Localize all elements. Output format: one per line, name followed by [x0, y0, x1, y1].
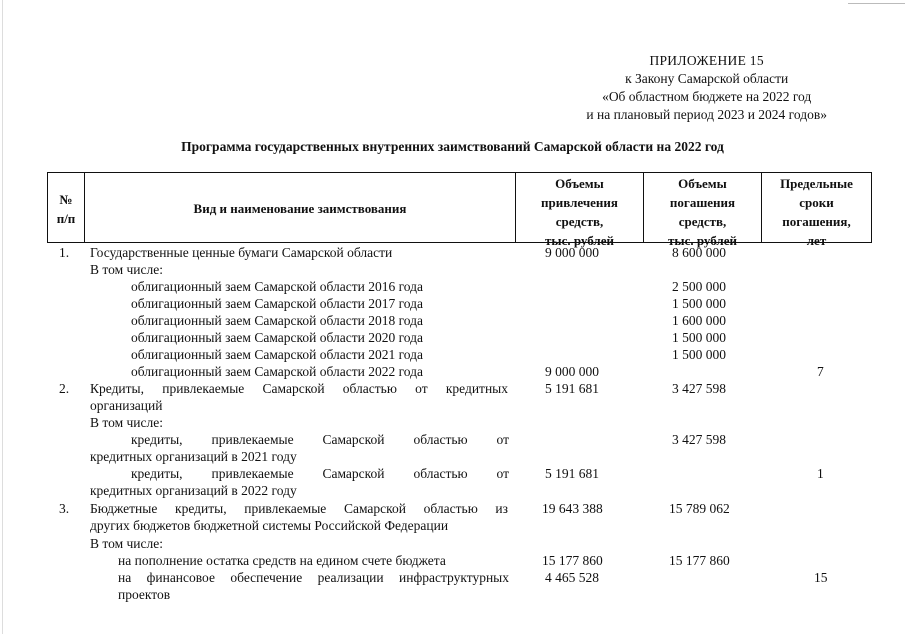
bond-2021-name: облигационный заем Самарской области 2021 года — [131, 347, 424, 362]
infra-projects-name-line1: на финансовое обеспечение реализации инфраструктурных — [118, 570, 509, 585]
header-repay-line1: Объемы — [678, 176, 727, 191]
row3-name-line1: Бюджетные кредиты, привлекаемые Самарской областью из — [90, 501, 508, 516]
bond-2022-attract: 9 000 000 — [545, 364, 599, 379]
row3-including-label: В том числе: — [90, 536, 163, 551]
budget-replenish-attract: 15 177 860 — [542, 553, 603, 568]
row3-name-line2: других бюджетов бюджетной системы Российской Федерации — [90, 518, 449, 533]
document-title: Программа государственных внутренних заимствований Самарской области на 2022 год — [181, 139, 724, 154]
table-border-right — [871, 172, 872, 243]
bond-2018-name: облигационный заем Самарской области 2018 года — [131, 313, 424, 328]
bond-2021-repay: 1 500 000 — [672, 347, 726, 362]
appendix-title: ПРИЛОЖЕНИЕ 15 — [649, 53, 764, 68]
credit-2021-name-line1: кредиты, привлекаемые Самарской областью от — [131, 432, 509, 447]
bond-2016-repay: 2 500 000 — [672, 279, 726, 294]
header-term-line3: погашения, — [782, 214, 851, 229]
row1-number: 1. — [59, 245, 70, 260]
credit-2022-attract: 5 191 681 — [545, 466, 599, 481]
bond-2022-term: 7 — [817, 364, 824, 379]
header-name-text: Вид и наименование заимствования — [193, 201, 407, 216]
bond-2022-name: облигационный заем Самарской области 2022 года — [131, 364, 424, 379]
scan-mark-top — [848, 3, 905, 4]
header-name — [85, 199, 515, 218]
row3-number: 3. — [59, 501, 70, 516]
appendix-law-name-line2: и на плановый период 2023 и 2024 годов» — [586, 107, 827, 122]
header-repay-line2: погашения — [669, 195, 736, 210]
infra-projects-term: 15 — [814, 570, 828, 585]
row2-repay: 3 427 598 — [672, 381, 726, 396]
budget-replenish-repay: 15 177 860 — [669, 553, 730, 568]
row2-name-line2: организаций — [90, 398, 163, 413]
header-repay — [644, 174, 761, 250]
infra-projects-attract: 4 465 528 — [545, 570, 599, 585]
budget-replenish-name: на пополнение остатка средств на едином счете бюджета — [118, 553, 446, 568]
row1-including-label: В том числе: — [90, 262, 163, 277]
header-repay-line3: средств, — [678, 214, 727, 229]
bond-2020-repay: 1 500 000 — [672, 330, 726, 345]
row2-attract: 5 191 681 — [545, 381, 599, 396]
header-term-line1: Предельные — [780, 176, 853, 191]
row1-repay: 8 600 000 — [672, 245, 726, 260]
header-attract-line2: привлечения — [541, 195, 618, 210]
bond-2017-repay: 1 500 000 — [672, 296, 726, 311]
header-attract-line1: Объемы — [555, 176, 604, 191]
row1-name: Государственные ценные бумаги Самарской области — [90, 245, 393, 260]
header-term — [762, 174, 871, 250]
header-number-line2: п/п — [56, 211, 76, 226]
scan-mark-left — [2, 0, 3, 634]
bond-2017-name: облигационный заем Самарской области 2017 года — [131, 296, 424, 311]
credit-2021-repay: 3 427 598 — [672, 432, 726, 447]
row2-including-label: В том числе: — [90, 415, 163, 430]
row2-number: 2. — [59, 381, 70, 396]
appendix-law-line: к Закону Самарской области — [625, 71, 789, 86]
header-attract-line3: средств, — [555, 214, 604, 229]
appendix-law-name-line1: «Об областном бюджете на 2022 год — [602, 89, 812, 104]
header-term-line2: сроки — [799, 195, 834, 210]
row2-name-line1: Кредиты, привлекаемые Самарской областью от кредитных — [90, 381, 508, 396]
infra-projects-name-line2: проектов — [118, 587, 171, 602]
header-attract — [516, 174, 643, 250]
header-attract-line4: тыс. рублей — [545, 233, 614, 248]
header-repay-line4: тыс. рублей — [668, 233, 737, 248]
header-number — [48, 190, 84, 228]
bond-2018-repay: 1 600 000 — [672, 313, 726, 328]
header-number-line1: № — [59, 192, 73, 207]
credit-2021-name-line2: кредитных организаций в 2021 году — [90, 449, 297, 464]
credit-2022-name-line2: кредитных организаций в 2022 году — [90, 483, 297, 498]
row3-attract: 19 643 388 — [542, 501, 603, 516]
bond-2020-name: облигационный заем Самарской области 2020 года — [131, 330, 424, 345]
credit-2022-name-line1: кредиты, привлекаемые Самарской областью от — [131, 466, 509, 481]
row3-repay: 15 789 062 — [669, 501, 730, 516]
appendix-header — [586, 52, 827, 124]
credit-2022-term: 1 — [817, 466, 824, 481]
row1-attract: 9 000 000 — [545, 245, 599, 260]
header-term-line4: лет — [806, 233, 827, 248]
table-top-border — [47, 172, 871, 173]
bond-2016-name: облигационный заем Самарской области 2016 года — [131, 279, 424, 294]
